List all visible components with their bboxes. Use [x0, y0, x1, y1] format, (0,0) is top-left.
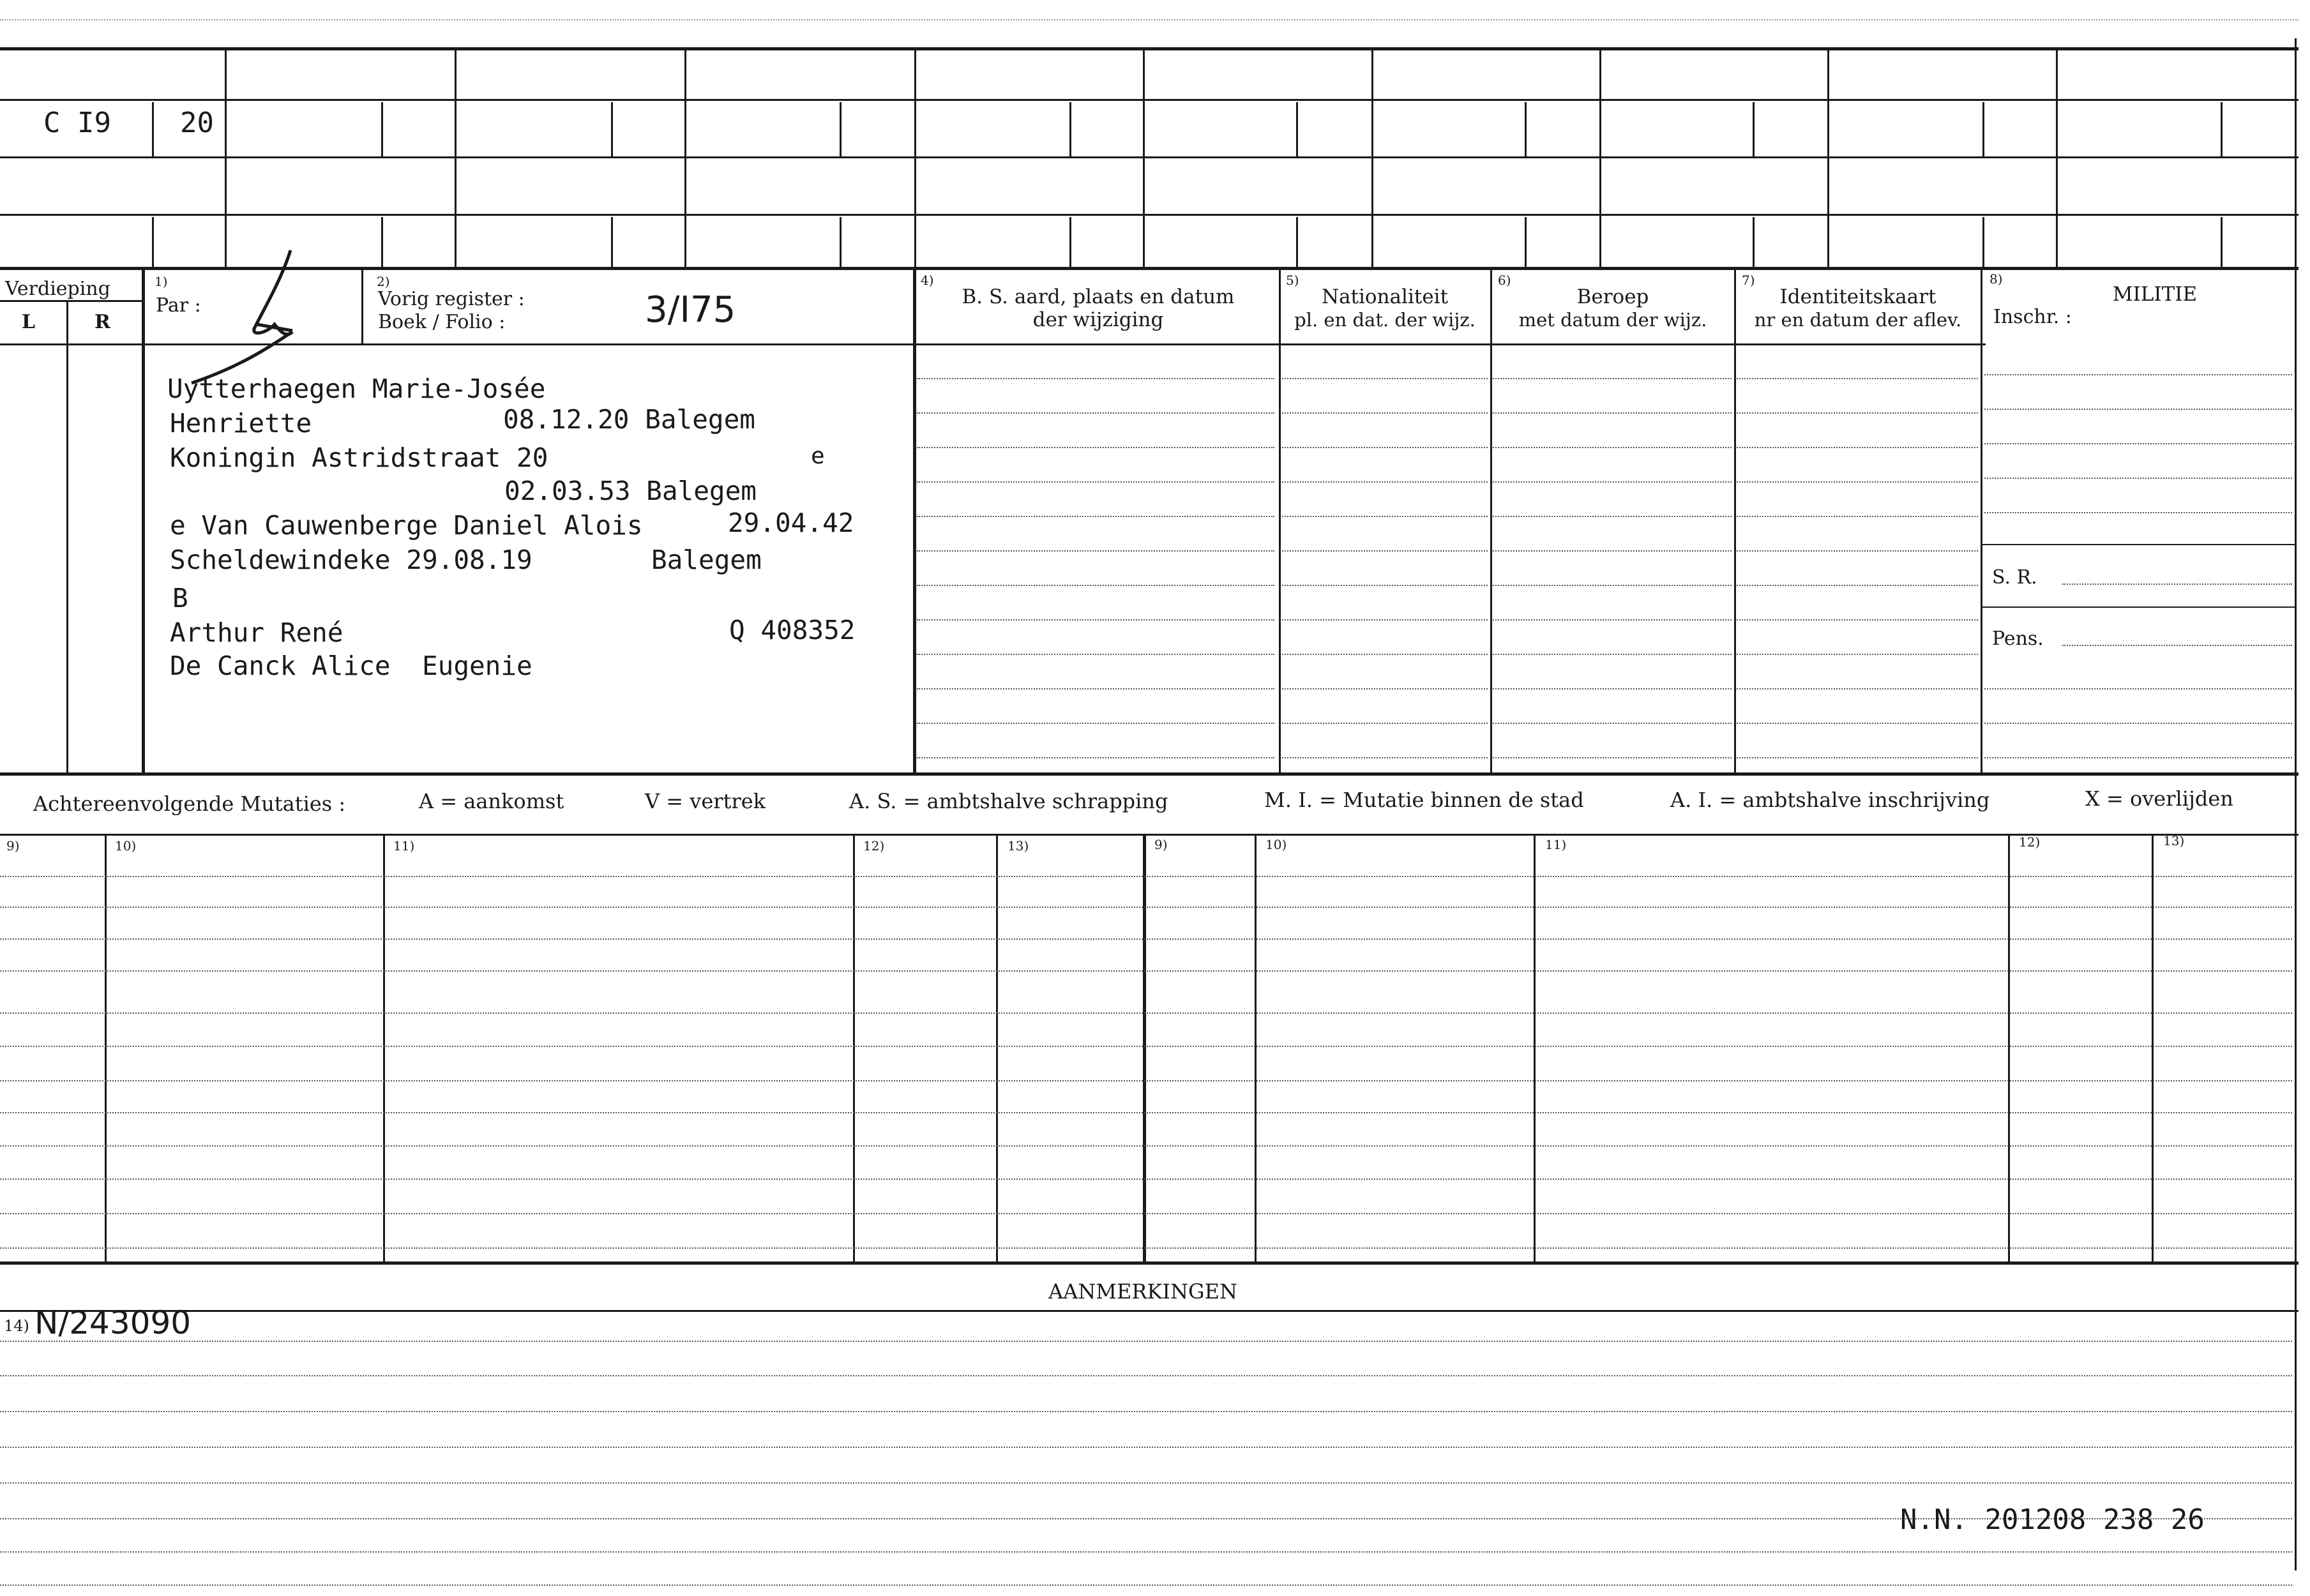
note-1: 1): [155, 274, 168, 289]
legend-a: A = aankomst: [419, 789, 564, 813]
par-label: Par :: [156, 294, 201, 317]
sr-label: S. R.: [1992, 566, 2037, 589]
col-r-label: R: [94, 311, 110, 333]
note-5: 5): [1286, 273, 1299, 288]
pens-label: Pens.: [1992, 628, 2044, 650]
person-line-6-name: Scheldewindeke 29.08.19: [170, 545, 532, 575]
note-7: 7): [1742, 273, 1755, 288]
legend-v: V = vertrek: [645, 789, 766, 813]
scan-top-edge: [0, 19, 2299, 20]
col7-header-line2: nr en datum der aflev.: [1754, 309, 1962, 331]
person-line-2-date: 08.12.20 Balegem: [503, 404, 755, 435]
remarks-title: AANMERKINGEN: [1048, 1279, 1237, 1304]
person-line-5-name: e Van Cauwenberge Daniel Alois: [170, 510, 643, 541]
boek-folio-value: 3/I75: [645, 289, 736, 331]
col6-header-line2: met datum der wijz.: [1518, 309, 1707, 331]
note-14: 14): [4, 1317, 29, 1335]
person-line-8-id: Q 408352: [729, 615, 856, 645]
mut-right-col-9: 9): [1154, 837, 1168, 852]
col-l-label: L: [22, 311, 36, 333]
mut-left-col-9: 9): [6, 838, 20, 854]
mut-right-col-11: 11): [1545, 837, 1567, 852]
person-line-8-name: Arthur René: [170, 617, 343, 648]
col6-header-line1: Beroep: [1576, 285, 1649, 308]
col4-header-line2: der wijziging: [1032, 308, 1164, 331]
boek-folio-label: Boek / Folio :: [378, 311, 506, 333]
person-line-1: Uytterhaegen Marie-Josée: [167, 373, 546, 404]
note-8: 8): [1989, 271, 2003, 287]
mut-left-col-13: 13): [1008, 838, 1029, 854]
legend-ai: A. I. = ambtshalve inschrijving: [1670, 788, 1990, 812]
person-line-9: De Canck Alice Eugenie: [170, 651, 532, 681]
note-2: 2): [377, 274, 390, 289]
register-code: C I9: [43, 107, 111, 139]
vorig-register-label: Vorig register :: [378, 288, 525, 310]
legend-as: A. S. = ambtshalve schrapping: [849, 789, 1168, 813]
col5-header-line1: Nationaliteit: [1321, 285, 1449, 308]
note-6: 6): [1498, 273, 1511, 288]
note-4: 4): [921, 273, 934, 288]
person-line-6-place: Balegem: [651, 545, 762, 575]
inschr-label: Inschr. :: [1993, 306, 2072, 328]
legend-x: X = overlijden: [2085, 787, 2233, 811]
mut-right-col-12: 12): [2019, 834, 2041, 850]
person-line-5-date: 29.04.42: [728, 508, 854, 538]
mut-right-col-10: 10): [1265, 837, 1287, 852]
person-line-3-mark: e: [811, 443, 825, 469]
remarks-code: N/243090: [34, 1304, 192, 1341]
col7-header-line1: Identiteitskaart: [1779, 285, 1936, 308]
legend-mi: M. I. = Mutatie binnen de stad: [1264, 788, 1584, 812]
signature-mark: [179, 243, 306, 389]
legend-title: Achtereenvolgende Mutaties :: [33, 792, 346, 816]
national-number: N.N. 201208 238 26: [1900, 1503, 2205, 1536]
person-line-2-name: Henriette: [170, 408, 312, 439]
militie-header: MILITIE: [2112, 283, 2198, 306]
person-line-4: 02.03.53 Balegem: [504, 476, 757, 506]
register-number: 20: [180, 107, 214, 139]
mut-left-col-12: 12): [863, 838, 885, 854]
verdieping-label: Verdieping: [5, 278, 110, 300]
col5-header-line2: pl. en dat. der wijz.: [1294, 309, 1476, 331]
mut-right-col-13: 13): [2163, 833, 2185, 848]
person-line-7: B: [172, 583, 188, 614]
mut-left-col-10: 10): [115, 838, 137, 854]
person-line-3: Koningin Astridstraat 20: [170, 442, 548, 473]
col4-header-line1: B. S. aard, plaats en datum: [962, 285, 1235, 308]
mut-left-col-11: 11): [393, 838, 415, 854]
